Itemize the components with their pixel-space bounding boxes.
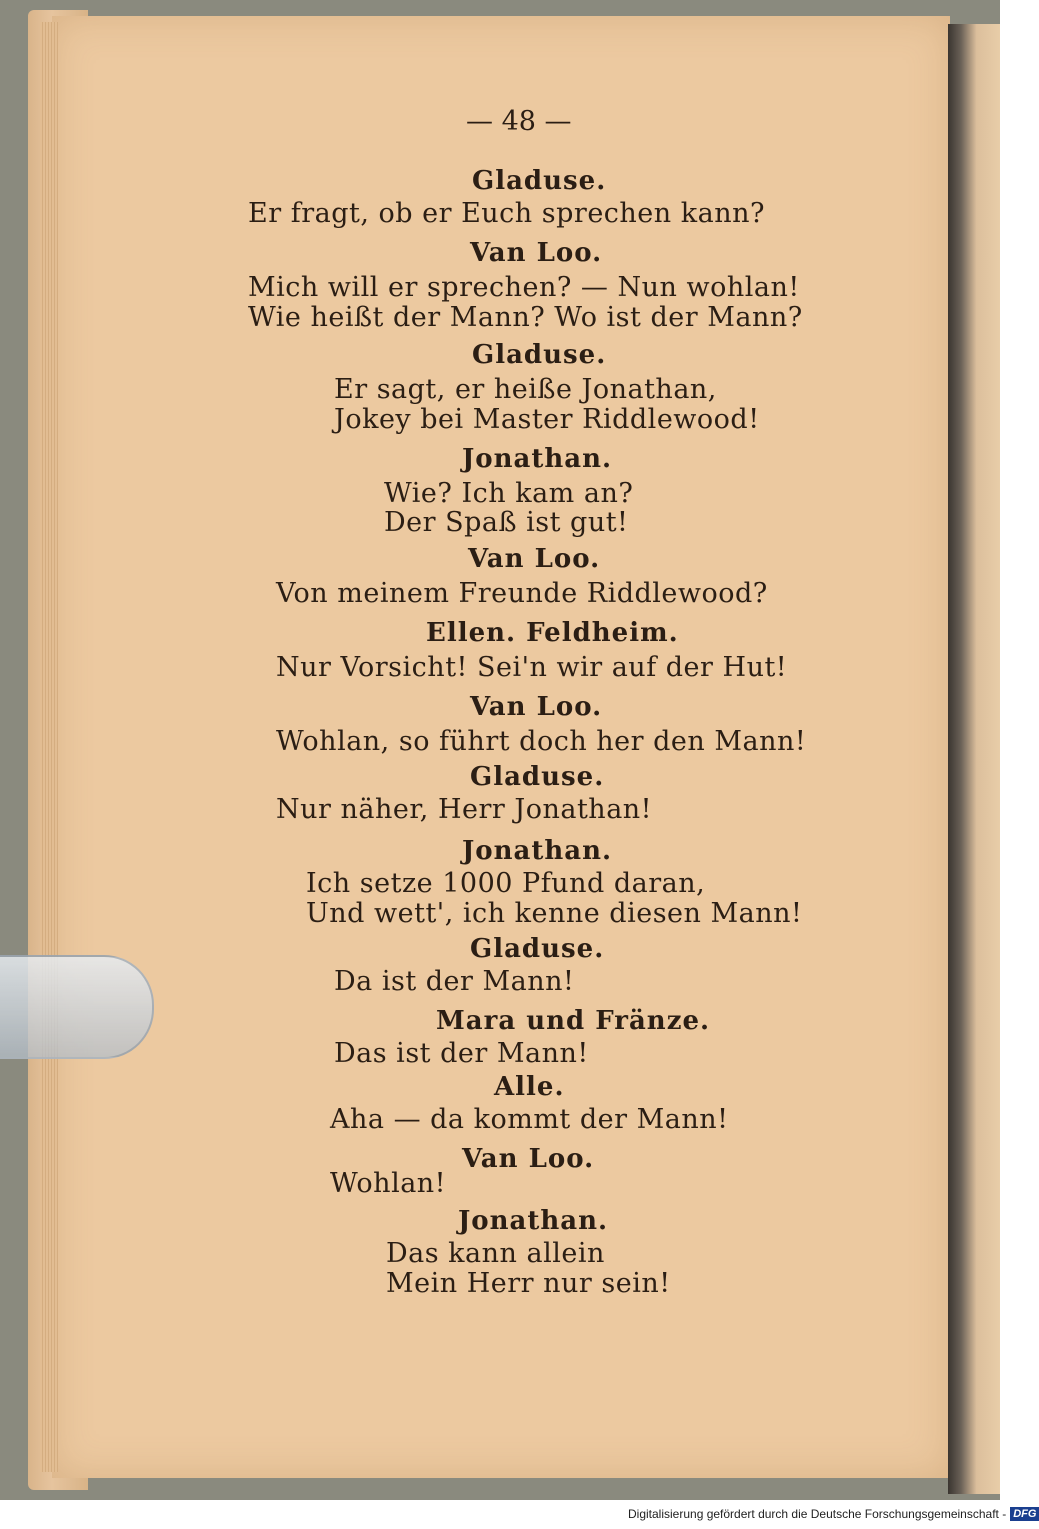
- speaker-name: Jonathan.: [458, 1206, 609, 1236]
- speaker-name: Ellen. Feldheim.: [426, 618, 679, 648]
- dialogue-line: Nur Vorsicht! Sei'n wir auf der Hut!: [276, 652, 788, 683]
- speaker-name: Jonathan.: [462, 444, 613, 474]
- facing-page-edge: [948, 24, 1000, 1494]
- dialogue-line: Er fragt, ob er Euch sprechen kann?: [248, 198, 765, 229]
- dfg-logo: DFG: [1010, 1507, 1039, 1521]
- speaker-name: Van Loo.: [470, 692, 603, 722]
- speaker-name: Jonathan.: [462, 836, 613, 866]
- dialogue-line: Aha — da kommt der Mann!: [330, 1104, 729, 1135]
- speaker-name: Gladuse.: [472, 166, 607, 196]
- dialogue-line: Mein Herr nur sein!: [386, 1268, 671, 1299]
- dialogue-line: Jokey bei Master Riddlewood!: [334, 404, 760, 435]
- dialogue-line: Wie heißt der Mann? Wo ist der Mann?: [248, 302, 803, 333]
- speaker-name: Van Loo.: [462, 1144, 595, 1174]
- dialogue-line: Er sagt, er heiße Jonathan,: [334, 374, 717, 405]
- digitization-credit: [628, 1505, 1037, 1523]
- dialogue-line: Nur näher, Herr Jonathan!: [276, 794, 653, 825]
- credit-text: Digitalisierung gefördert durch die Deutsche Forschungsgemeinschaft -: [628, 1507, 1007, 1521]
- speaker-name: Gladuse.: [470, 934, 605, 964]
- dialogue-line: Wohlan!: [330, 1168, 447, 1199]
- dialogue-line: Der Spaß ist gut!: [384, 507, 629, 538]
- dialogue-line: Ich setze 1000 Pfund daran,: [306, 868, 706, 899]
- dialogue-line: Wohlan, so führt doch her den Mann!: [276, 726, 807, 757]
- speaker-name: Van Loo.: [470, 238, 603, 268]
- dialogue-line: Das ist der Mann!: [334, 1038, 589, 1069]
- dialogue-line: Das kann allein: [386, 1238, 605, 1269]
- dialogue-line: Wie? Ich kam an?: [384, 478, 634, 509]
- speaker-name: Gladuse.: [470, 762, 605, 792]
- dialogue-line: Mich will er sprechen? — Nun wohlan!: [248, 272, 800, 303]
- speaker-name: Gladuse.: [472, 340, 607, 370]
- page-stack-edges: [40, 22, 58, 1472]
- page-number: — 48 —: [466, 106, 572, 137]
- dialogue-line: Und wett', ich kenne diesen Mann!: [306, 898, 803, 929]
- dialogue-line: Von meinem Freunde Riddlewood?: [276, 578, 768, 609]
- speaker-name: Alle.: [494, 1072, 565, 1102]
- speaker-name: Mara und Fränze.: [436, 1006, 711, 1036]
- speaker-name: Van Loo.: [468, 544, 601, 574]
- page-holder-clip: [0, 955, 154, 1059]
- dialogue-line: Da ist der Mann!: [334, 966, 575, 997]
